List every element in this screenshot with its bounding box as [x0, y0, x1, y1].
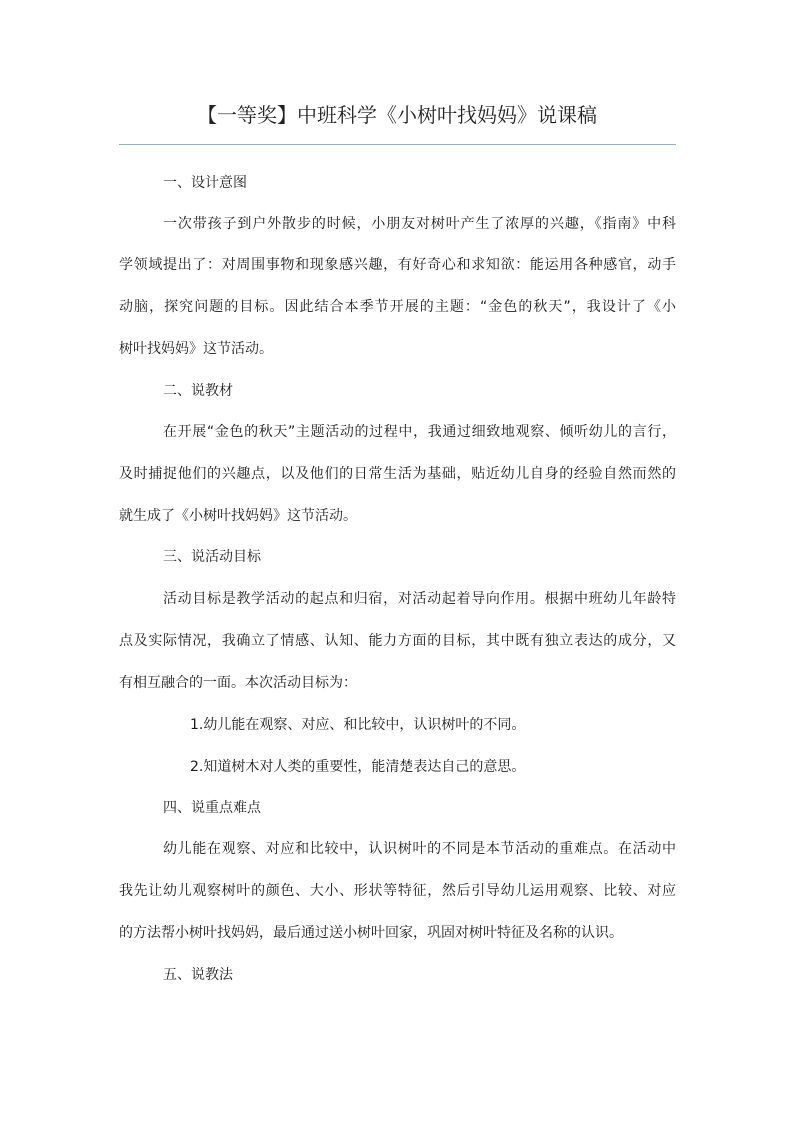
goal-item: 1.幼儿能在观察、对应、和比较中，认识树叶的不同。 — [190, 717, 526, 733]
section-heading: 四、说重点难点 — [163, 800, 261, 816]
document-title: 【一等奖】中班科学《小树叶找妈妈》说课稿 — [197, 103, 597, 127]
paragraph-line: 在开展“金色的秋天”主题活动的过程中，我通过细致地观察、倾听幼儿的言行， — [163, 424, 676, 440]
paragraph-line: 活动目标是教学活动的起点和归宿，对活动起着导向作用。根据中班幼儿年龄特 — [163, 591, 676, 607]
paragraph-line: 树叶找妈妈》这节活动。 — [119, 341, 273, 357]
goal-item: 2.知道树木对人类的重要性，能清楚表达自己的意思。 — [190, 759, 526, 775]
paragraph-line: 幼儿能在观察、对应和比较中，认识树叶的不同是本节活动的重难点。在活动中 — [163, 841, 676, 857]
section-heading: 一、设计意图 — [163, 175, 247, 191]
section-heading: 五、说教法 — [163, 967, 233, 983]
paragraph-line: 一次带孩子到户外散步的时候，小朋友对树叶产生了浓厚的兴趣，《指南》中科 — [163, 216, 676, 232]
paragraph-line: 点及实际情况，我确立了情感、认知、能力方面的目标，其中既有独立表达的成分，又 — [119, 633, 676, 649]
title-divider — [119, 144, 676, 145]
section-heading: 二、说教材 — [163, 383, 233, 399]
paragraph-line: 的方法帮小树叶找妈妈，最后通过送小树叶回家，巩固对树叶特征及名称的认识。 — [119, 925, 623, 941]
paragraph-line: 就生成了《小树叶找妈妈》这节活动。 — [119, 508, 357, 524]
paragraph-line: 及时捕捉他们的兴趣点，以及他们的日常生活为基础，贴近幼儿自身的经验自然而然的 — [119, 466, 676, 482]
section-heading: 三、说活动目标 — [163, 549, 261, 565]
paragraph-line: 学领域提出了：对周围事物和现象感兴趣，有好奇心和求知欲：能运用各种感官，动手 — [119, 257, 676, 273]
paragraph-line: 有相互融合的一面。本次活动目标为： — [119, 675, 357, 691]
paragraph-line: 动脑，探究问题的目标。因此结合本季节开展的主题：“金色的秋天”，我设计了《小 — [119, 299, 676, 315]
paragraph-line: 我先让幼儿观察树叶的颜色、大小、形状等特征，然后引导幼儿运用观察、比较、对应 — [119, 883, 676, 899]
